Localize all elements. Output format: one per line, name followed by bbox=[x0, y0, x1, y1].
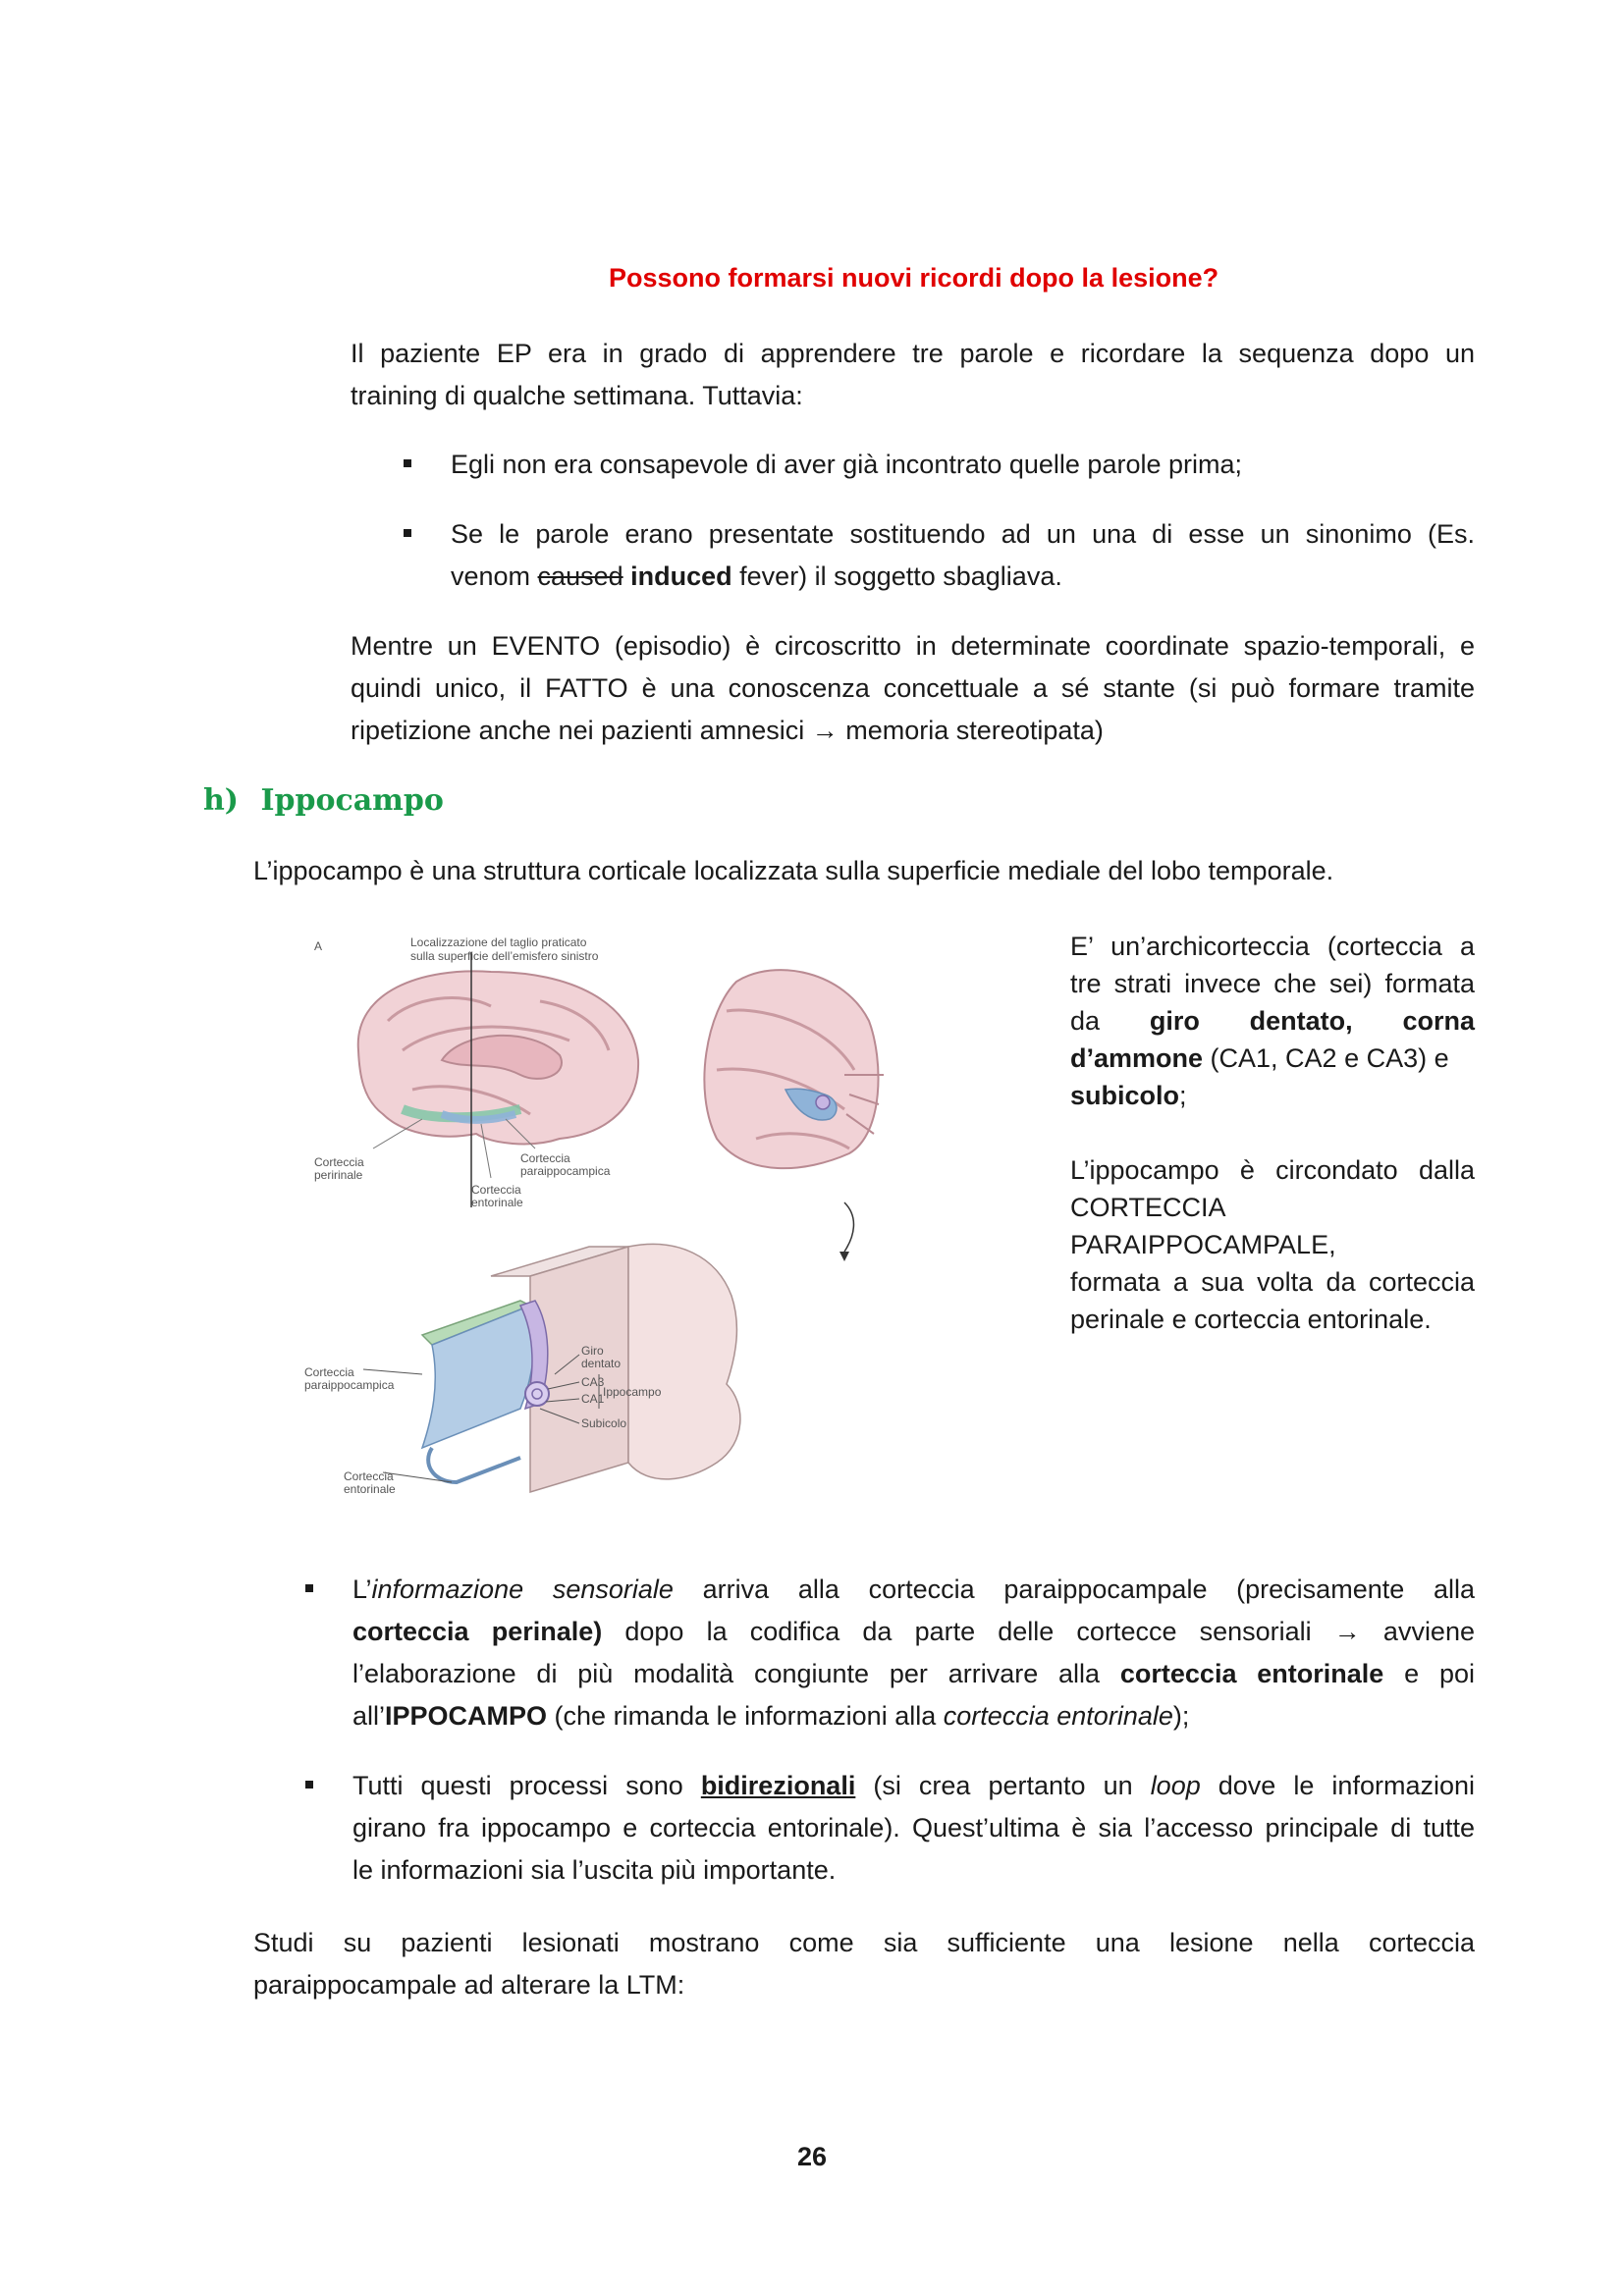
side-line: perinale e corteccia entorinale. bbox=[1070, 1305, 1432, 1334]
paragraph-line: Studi su pazienti lesionati mostrano come sia sufficiente una lesione nella corteccia bbox=[253, 1928, 1475, 1957]
block-section-illustration bbox=[363, 1244, 740, 1492]
coronal-section-illustration bbox=[704, 970, 884, 1261]
bullet-marker bbox=[305, 1584, 313, 1592]
section-title: Ippocampo bbox=[260, 783, 444, 818]
label-b-entorhinal: Corteccia bbox=[344, 1469, 394, 1483]
bullet-line: l’elaborazione di più modalità congiunte per arrivare alla corteccia entorinale e poi bbox=[352, 1659, 1475, 1688]
paragraph-line: paraippocampale ad alterare la LTM: bbox=[253, 1970, 685, 2000]
side-text bbox=[1070, 928, 1475, 1338]
label-parahippocampal: paraippocampica bbox=[520, 1164, 611, 1178]
label-perirhinal: Corteccia bbox=[314, 1155, 364, 1169]
bold-word: induced bbox=[630, 561, 732, 591]
side-line: formata a sua volta da corteccia bbox=[1070, 1267, 1475, 1297]
paragraph-line: quindi unico, il FATTO è una conoscenza concettuale a sé stante (si può formare tramite bbox=[351, 673, 1475, 703]
label-entorhinal: Corteccia bbox=[471, 1183, 521, 1197]
label-perirhinal: peririnale bbox=[314, 1168, 363, 1182]
section-marker: h) bbox=[203, 783, 240, 818]
hippocampus-figure bbox=[295, 913, 982, 1512]
label-dentate-gyrus: Giro bbox=[581, 1344, 604, 1358]
bullet-unaware: Egli non era consapevole di aver già incontrato quelle parole prima; bbox=[451, 450, 1242, 479]
section-heading bbox=[203, 783, 444, 818]
cut-label: Localizzazione del taglio praticato bbox=[410, 935, 587, 949]
bullet-line: venom caused induced fever) il soggetto sbagliava. bbox=[451, 561, 1062, 591]
side-line: tre strati invece che sei) formata bbox=[1070, 969, 1475, 998]
side-line: d’ammone (CA1, CA2 e CA3) e bbox=[1070, 1043, 1449, 1073]
label-hippocampus: Ippocampo bbox=[603, 1385, 662, 1399]
side-line: subicolo; bbox=[1070, 1081, 1187, 1110]
bullet-synonym bbox=[451, 513, 1475, 598]
bullet-line: le informazioni sia l’uscita più importante. bbox=[352, 1855, 837, 1885]
bullet-line: all’IPPOCAMPO (che rimanda le informazioni alla corteccia entorinale); bbox=[352, 1701, 1190, 1731]
bullet-line: Se le parole erano presentate sostituendo ad un una di esse un sinonimo (Es. bbox=[451, 519, 1475, 549]
paragraph-studies bbox=[253, 1922, 1475, 2006]
paragraph-event-fact bbox=[351, 625, 1475, 752]
page-number: 26 bbox=[796, 2142, 828, 2171]
paragraph-line: ripetizione anche nei pazienti amnesici → memoria stereotipata) bbox=[351, 716, 1104, 745]
bullet-marker bbox=[305, 1781, 313, 1789]
label-b-parahippocampal: paraippocampica bbox=[304, 1378, 395, 1392]
bullet-marker bbox=[404, 529, 411, 537]
bullet-marker bbox=[404, 459, 411, 467]
label-b-parahippocampal: Corteccia bbox=[304, 1365, 354, 1379]
question-heading: Possono formarsi nuovi ricordi dopo la lesione? bbox=[609, 263, 1219, 293]
paragraph-line: training di qualche settimana. Tuttavia: bbox=[351, 381, 803, 410]
label-subiculum: Subicolo bbox=[581, 1416, 627, 1430]
label-ca3: CA3 bbox=[581, 1375, 605, 1389]
struck-word: caused bbox=[537, 561, 623, 591]
bullet-sensory-info bbox=[352, 1569, 1475, 1737]
label-b-entorhinal: entorinale bbox=[344, 1482, 396, 1496]
cut-label: sulla superficie dell’emisfero sinistro bbox=[410, 949, 599, 963]
bullet-bidirectional bbox=[352, 1765, 1475, 1892]
bullet-line: girano fra ippocampo e corteccia entorinale). Quest’ultima è sia l’accesso principale di tutte bbox=[352, 1813, 1475, 1842]
label-entorhinal: entorinale bbox=[471, 1196, 523, 1209]
paragraph-line: Il paziente EP era in grado di apprendere tre parole e ricordare la sequenza dopo un bbox=[351, 339, 1475, 368]
side-line: L’ippocampo è circondato dalla bbox=[1070, 1155, 1475, 1185]
panel-label: A bbox=[314, 939, 323, 953]
bullet-line: corteccia perinale) dopo la codifica da parte delle cortecce sensoriali → avviene bbox=[352, 1617, 1475, 1646]
side-line: CORTECCIA PARAIPPOCAMPALE, bbox=[1070, 1193, 1336, 1259]
paragraph-line: Mentre un EVENTO (episodio) è circoscritto in determinate coordinate spazio-temporali, e bbox=[351, 631, 1475, 661]
side-line: E’ un’archicorteccia (corteccia a bbox=[1070, 932, 1475, 961]
intro-sentence: L’ippocampo è una struttura corticale localizzata sulla superficie mediale del lobo temporale. bbox=[253, 856, 1334, 885]
label-parahippocampal: Corteccia bbox=[520, 1151, 570, 1165]
label-dentate-gyrus: dentato bbox=[581, 1357, 622, 1370]
label-ca1: CA1 bbox=[581, 1392, 605, 1406]
side-line: da giro dentato, corna bbox=[1070, 1006, 1475, 1036]
bullet-line: L’informazione sensoriale arriva alla corteccia paraippocampale (precisamente alla bbox=[352, 1575, 1475, 1604]
paragraph-ep bbox=[351, 333, 1475, 417]
bullet-line: Tutti questi processi sono bidirezionali (si crea pertanto un loop dove le informazioni bbox=[352, 1771, 1475, 1800]
